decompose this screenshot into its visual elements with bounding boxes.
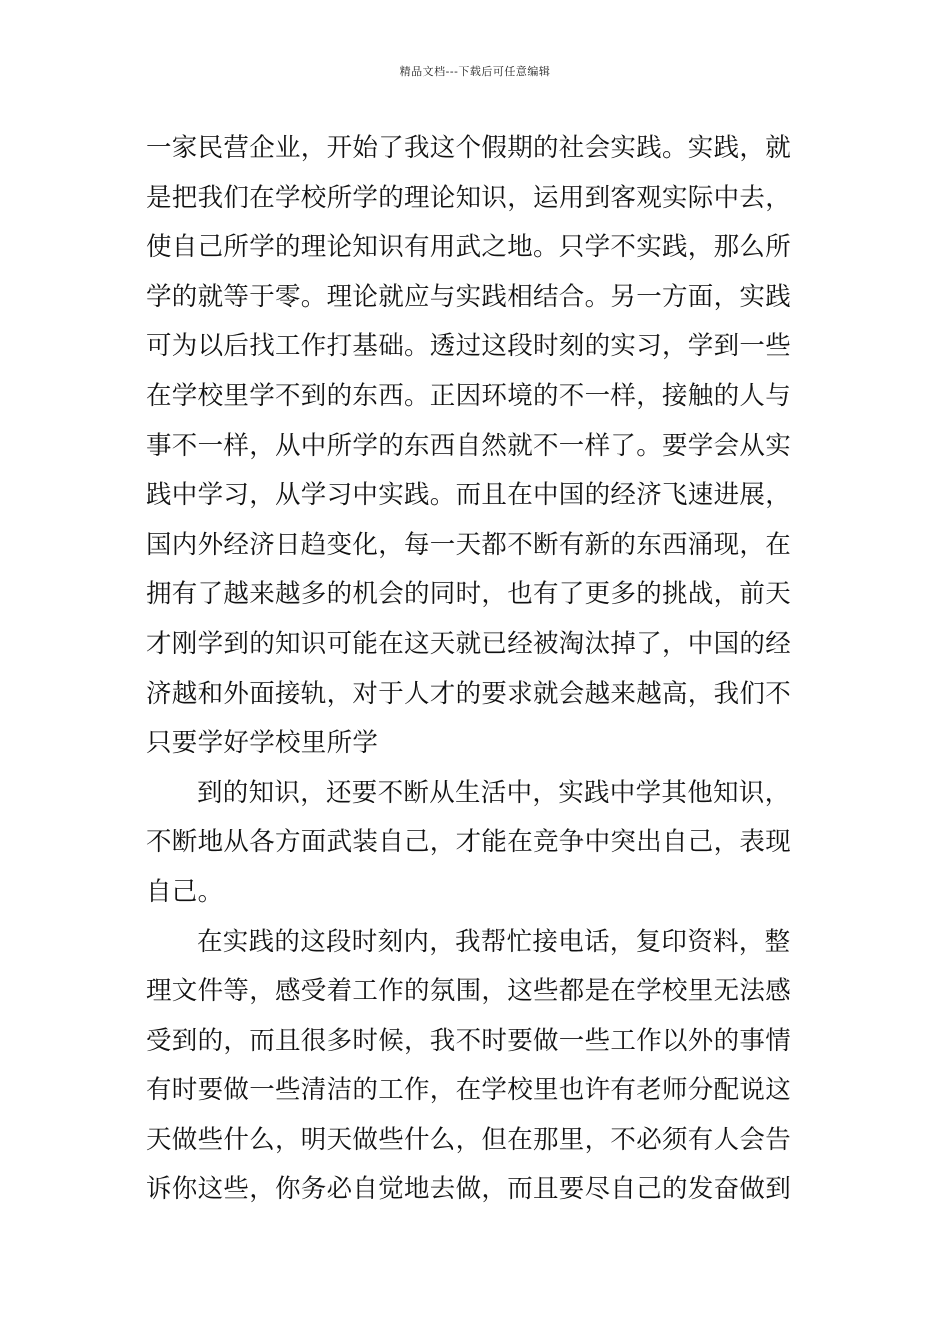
text-line: 可为以后找工作打基础。透过这段时刻的实习，学到一些 xyxy=(146,331,792,362)
text-line: 天做些什么，明天做些什么，但在那里，不必须有人会告 xyxy=(146,1124,792,1155)
text-line: 一家民营企业，开始了我这个假期的社会实践。实践，就 xyxy=(146,133,792,163)
text-line: 国内外经济日趋变化，每一天都不断有新的东西涌现，在 xyxy=(146,529,792,560)
paragraph-start-line: 在实践的这段时刻内，我帮忙接电话，复印资料，整 xyxy=(197,926,791,957)
text-line: 在学校里学不到的东西。正因环境的不一样，接触的人与 xyxy=(146,380,792,411)
text-line: 济越和外面接轨，对于人才的要求就会越来越高，我们不 xyxy=(146,678,792,709)
text-line: 自己。 xyxy=(146,876,224,907)
text-line: 不断地从各方面武装自己，才能在竞争中突出自己，表现 xyxy=(146,827,792,858)
text-line: 有时要做一些清洁的工作，在学校里也许有老师分配说这 xyxy=(146,1075,792,1106)
text-line: 只要学好学校里所学 xyxy=(146,728,379,759)
text-line: 诉你这些，你务必自觉地去做，而且要尽自己的发奋做到 xyxy=(146,1174,792,1205)
paragraph-start-line: 到的知识，还要不断从生活中，实践中学其他知识， xyxy=(197,777,791,808)
text-line: 拥有了越来越多的机会的同时，也有了更多的挑战，前天 xyxy=(146,579,792,610)
text-line: 事不一样，从中所学的东西自然就不一样了。要学会从实 xyxy=(146,430,792,461)
text-line: 学的就等于零。理论就应与实践相结合。另一方面，实践 xyxy=(146,281,792,312)
page-header: 精品文档---下载后可任意编辑 xyxy=(399,65,551,78)
text-line: 受到的，而且很多时候，我不时要做一些工作以外的事情 xyxy=(146,1025,792,1056)
text-line: 是把我们在学校所学的理论知识，运用到客观实际中去， xyxy=(146,182,792,213)
text-line: 践中学习，从学习中实践。而且在中国的经济飞速进展， xyxy=(146,480,792,511)
body-text xyxy=(146,124,806,1215)
text-line: 使自己所学的理论知识有用武之地。只学不实践，那么所 xyxy=(146,232,792,263)
text-line: 理文件等，感受着工作的氛围，这些都是在学校里无法感 xyxy=(146,976,792,1007)
text-line: 才刚学到的知识可能在这天就已经被淘汰掉了，中国的经 xyxy=(146,628,792,659)
